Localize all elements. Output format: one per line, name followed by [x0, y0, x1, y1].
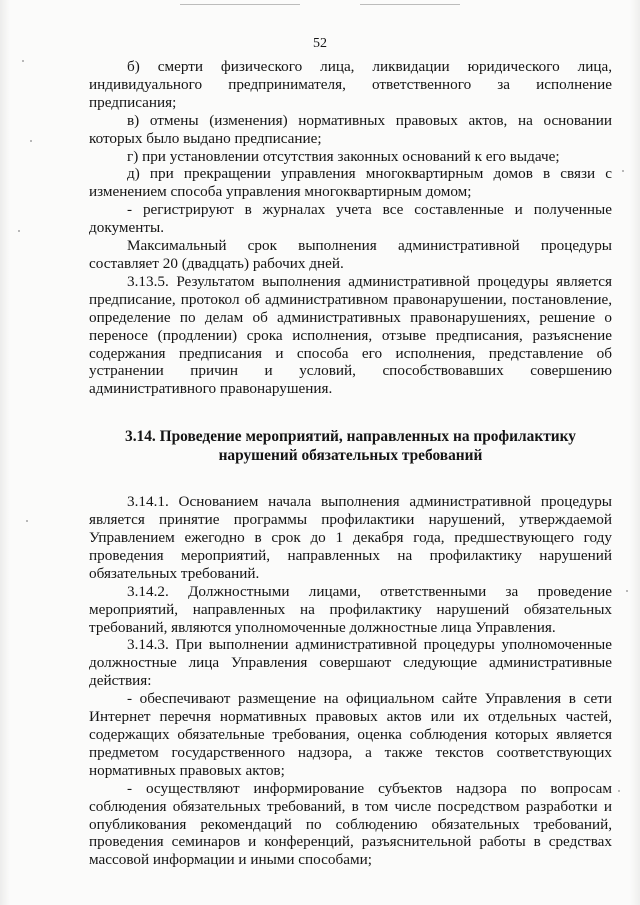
scan-speck: [622, 170, 624, 172]
section-paragraph: - обеспечивают размещение на официальном сайте Управления в сети Интернет перечня нормативных правовых актов или их отдельных частей, содержащих обязательные требования, оценка соблюдения которых является предметом государственного надзора, а также текстов соответствующих нормативных правовых актов;: [89, 690, 612, 779]
section-heading: 3.14. Проведение мероприятий, направленных на профилактику нарушений обязательных требований: [125, 428, 576, 464]
body-paragraph: 3.13.5. Результатом выполнения административной процедуры является предписание, протокол об административном правонарушении, постановление, определение по делам об административных правонарушениях, решение о переносе (продлении) срока исполнения, отзыве предписания, разъяснение содержания предписания и способа его исполнения, представление об устранении причин и условий, способствовавших совершению административного правонарушения.: [89, 272, 612, 398]
section-paragraph: 3.14.1. Основанием начала выполнения административной процедуры является принятие программы профилактики нарушений, утверждаемой Управлением ежегодно в срок до 1 декабря года, предшествующего году проведения мероприятий, направленных на профилактику нарушений обязательных требований.: [89, 493, 612, 582]
section-paragraph: - осуществляют информирование субъектов надзора по вопросам соблюдения обязательных требований, в том числе посредством разработки и опубликования рекомендаций по соблюдению обязательных требований, проведения семинаров и конференций, разъяснительной работы в средствах массовой информации и иными способами;: [89, 779, 612, 869]
scan-speck: [18, 230, 20, 232]
document-body: [89, 58, 612, 869]
body-paragraph: Максимальный срок выполнения административной процедуры составляет 20 (двадцать) рабочих дней.: [89, 237, 612, 272]
scan-speck: [26, 520, 28, 522]
scan-speck: [626, 590, 628, 592]
body-paragraph: в) отмены (изменения) нормативных правовых актов, на основании которых было выдано предписание;: [89, 111, 612, 147]
scan-speck: [618, 790, 620, 792]
scan-top-mark: [360, 4, 460, 5]
body-paragraph: г) при установлении отсутствия законных оснований к его выдаче;: [127, 147, 560, 165]
scan-top-mark: [180, 4, 300, 5]
scan-right-edge: [630, 0, 640, 905]
page-number: 52: [313, 36, 327, 51]
body-paragraph: - регистрируют в журналах учета все составленные и полученные документы.: [89, 201, 612, 237]
scan-left-edge: [0, 0, 10, 905]
body-paragraph: д) при прекращении управления многоквартирным домов в связи с изменением способа управления многоквартирным домом;: [89, 165, 612, 201]
scan-speck: [22, 60, 24, 62]
section-paragraph: 3.14.3. При выполнении административной процедуры уполномоченные должностные лица Управления совершают следующие административные действия:: [89, 636, 612, 690]
body-paragraph: б) смерти физического лица, ликвидации юридического лица, индивидуального предпринимателя, ответственного за исполнение предписания;: [89, 58, 612, 111]
section-paragraph: 3.14.2. Должностными лицами, ответственными за проведение мероприятий, направленных на профилактику нарушений обязательных требований, являются уполномоченные должностные лица Управления.: [89, 582, 612, 636]
scan-speck: [30, 140, 32, 142]
